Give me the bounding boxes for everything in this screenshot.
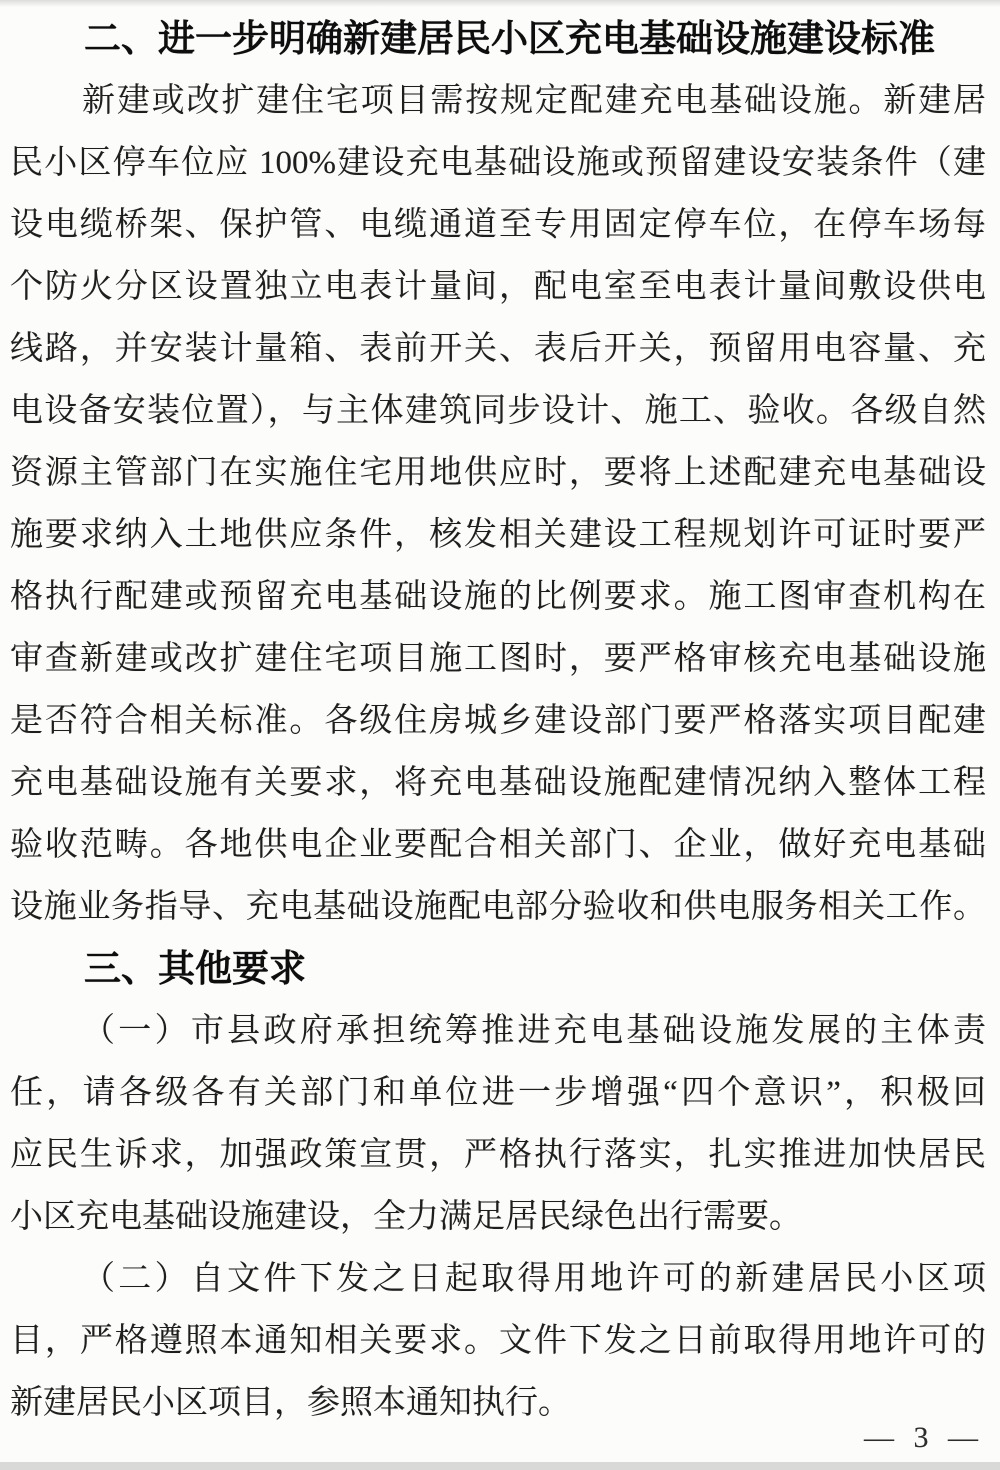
body-line: 任，请各级各有关部门和单位进一步增强“四个意识”，积极回: [10, 1075, 986, 1111]
paragraph: [10, 1248, 986, 1434]
body-line: 验收范畴。各地供电企业要配合相关部门、企业，做好充电基础: [10, 827, 986, 863]
body-line: 设电缆桥架、保护管、电缆通道至专用固定停车位，在停车场每: [10, 207, 986, 243]
body-line: （二）自文件下发之日起取得用地许可的新建居民小区项: [82, 1261, 986, 1297]
section-heading-3: 三、其他要求: [84, 948, 306, 989]
body-line: 应民生诉求，加强政策宣贯，严格执行落实，扎实推进加快居民: [10, 1137, 986, 1173]
scan-artifact-bottom: [0, 1462, 1000, 1470]
page-footer: [864, 1420, 984, 1456]
body-line: 线路，并安装计量箱、表前开关、表后开关，预留用电容量、充: [10, 331, 986, 367]
body-line: 个防火分区设置独立电表计量间，配电室至电表计量间敷设供电: [10, 269, 986, 305]
body-line: 目，严格遵照本通知相关要求。文件下发之日前取得用地许可的: [10, 1323, 986, 1359]
body-line: 充电基础设施有关要求，将充电基础设施配建情况纳入整体工程: [10, 765, 986, 801]
body-line: 小区充电基础设施建设，全力满足居民绿色出行需要。: [10, 1199, 802, 1235]
section-heading-2: 二、进一步明确新建居民小区充电基础设施建设标准: [84, 18, 935, 59]
paragraph: [10, 70, 986, 938]
body-line: 格执行配建或预留充电基础设施的比例要求。施工图审查机构在: [10, 579, 986, 615]
page-number: — 3 —: [864, 1421, 984, 1454]
body-line: 资源主管部门在实施住宅用地供应时，要将上述配建充电基础设: [10, 455, 986, 491]
paragraph: [10, 1000, 986, 1248]
body-line: 电设备安装位置），与主体建筑同步设计、施工、验收。各级自然: [10, 393, 986, 429]
body-line: 施要求纳入土地供应条件，核发相关建设工程规划许可证时要严: [10, 517, 986, 553]
body-line: 审查新建或改扩建住宅项目施工图时，要严格审核充电基础设施: [10, 641, 986, 677]
body-line: 是否符合相关标准。各级住房城乡建设部门要严格落实项目配建: [10, 703, 986, 739]
body-line: 新建或改扩建住宅项目需按规定配建充电基础设施。新建居: [82, 83, 986, 119]
body-line: 设施业务指导、充电基础设施配电部分验收和供电服务相关工作。: [10, 889, 986, 925]
body-line: 新建居民小区项目，参照本通知执行。: [10, 1385, 571, 1421]
body-line: 民小区停车位应 100%建设充电基础设施或预留建设安装条件（建: [10, 145, 986, 181]
body-line: （一）市县政府承担统筹推进充电基础设施发展的主体责: [82, 1013, 986, 1049]
